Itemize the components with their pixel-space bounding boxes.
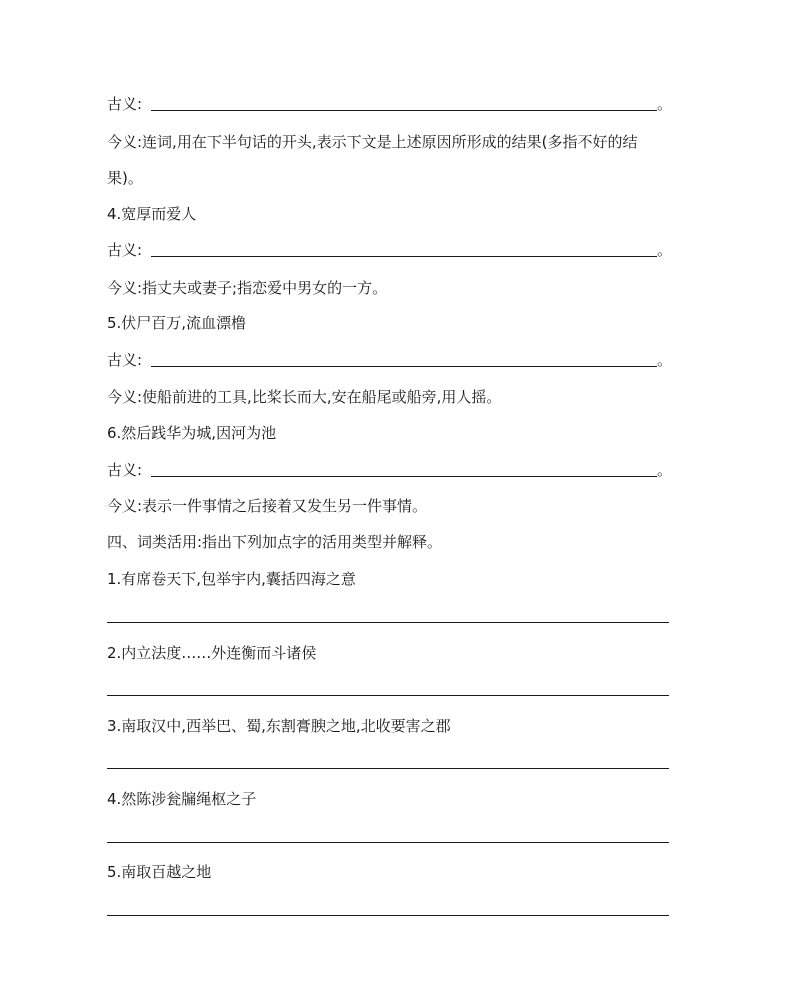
item-4-title: 4.宽厚而爱人 xyxy=(107,205,197,223)
gu-yi-label: 古义: xyxy=(107,241,143,259)
item-6-modern-meaning: 今义:表示一件事情之后接着又发生另一件事情。 xyxy=(107,497,428,515)
period: 。 xyxy=(657,351,673,369)
question-4: 4.然陈涉瓮牖绳枢之子 xyxy=(107,790,257,808)
gu-yi-blank-4[interactable] xyxy=(151,476,657,477)
gu-yi-fill-row-3 xyxy=(107,350,673,370)
item-5-title: 5.伏尸百万,流血漂橹 xyxy=(107,314,247,332)
gu-yi-fill-row-4 xyxy=(107,460,673,480)
modern-meaning-1: 今义:连词,用在下半句话的开头,表示下文是上述原因所形成的结果(多指不好的结 xyxy=(107,133,638,151)
period: 。 xyxy=(657,461,673,479)
question-5: 5.南取百越之地 xyxy=(107,863,212,881)
gu-yi-blank-3[interactable] xyxy=(151,366,657,367)
answer-line-1[interactable] xyxy=(107,622,669,623)
gu-yi-fill-row-2 xyxy=(107,240,673,260)
question-3: 3.南取汉中,西举巴、蜀,东割膏腴之地,北收要害之郡 xyxy=(107,717,451,735)
item-6-title: 6.然后践华为城,因河为池 xyxy=(107,424,277,442)
gu-yi-label: 古义: xyxy=(107,461,143,479)
gu-yi-blank-1[interactable] xyxy=(151,110,657,111)
gu-yi-label: 古义: xyxy=(107,351,143,369)
gu-yi-label: 古义: xyxy=(107,95,143,113)
answer-line-2[interactable] xyxy=(107,695,669,696)
period: 。 xyxy=(657,241,673,259)
item-5-modern-meaning: 今义:使船前进的工具,比桨长而大,安在船尾或船旁,用人摇。 xyxy=(107,388,502,406)
question-1: 1.有席卷天下,包举宇内,囊括四海之意 xyxy=(107,570,356,588)
modern-meaning-1-cont: 果)。 xyxy=(107,169,143,187)
question-2: 2.内立法度……外连衡而斗诸侯 xyxy=(107,644,317,662)
period: 。 xyxy=(657,95,673,113)
answer-line-4[interactable] xyxy=(107,842,669,843)
section-4-heading: 四、词类活用:指出下列加点字的活用类型并解释。 xyxy=(107,533,443,551)
answer-line-3[interactable] xyxy=(107,768,669,769)
gu-yi-fill-row-1 xyxy=(107,94,673,114)
gu-yi-blank-2[interactable] xyxy=(151,256,657,257)
answer-line-5[interactable] xyxy=(107,915,669,916)
item-4-modern-meaning: 今义:指丈夫或妻子;指恋爱中男女的一方。 xyxy=(107,279,388,297)
